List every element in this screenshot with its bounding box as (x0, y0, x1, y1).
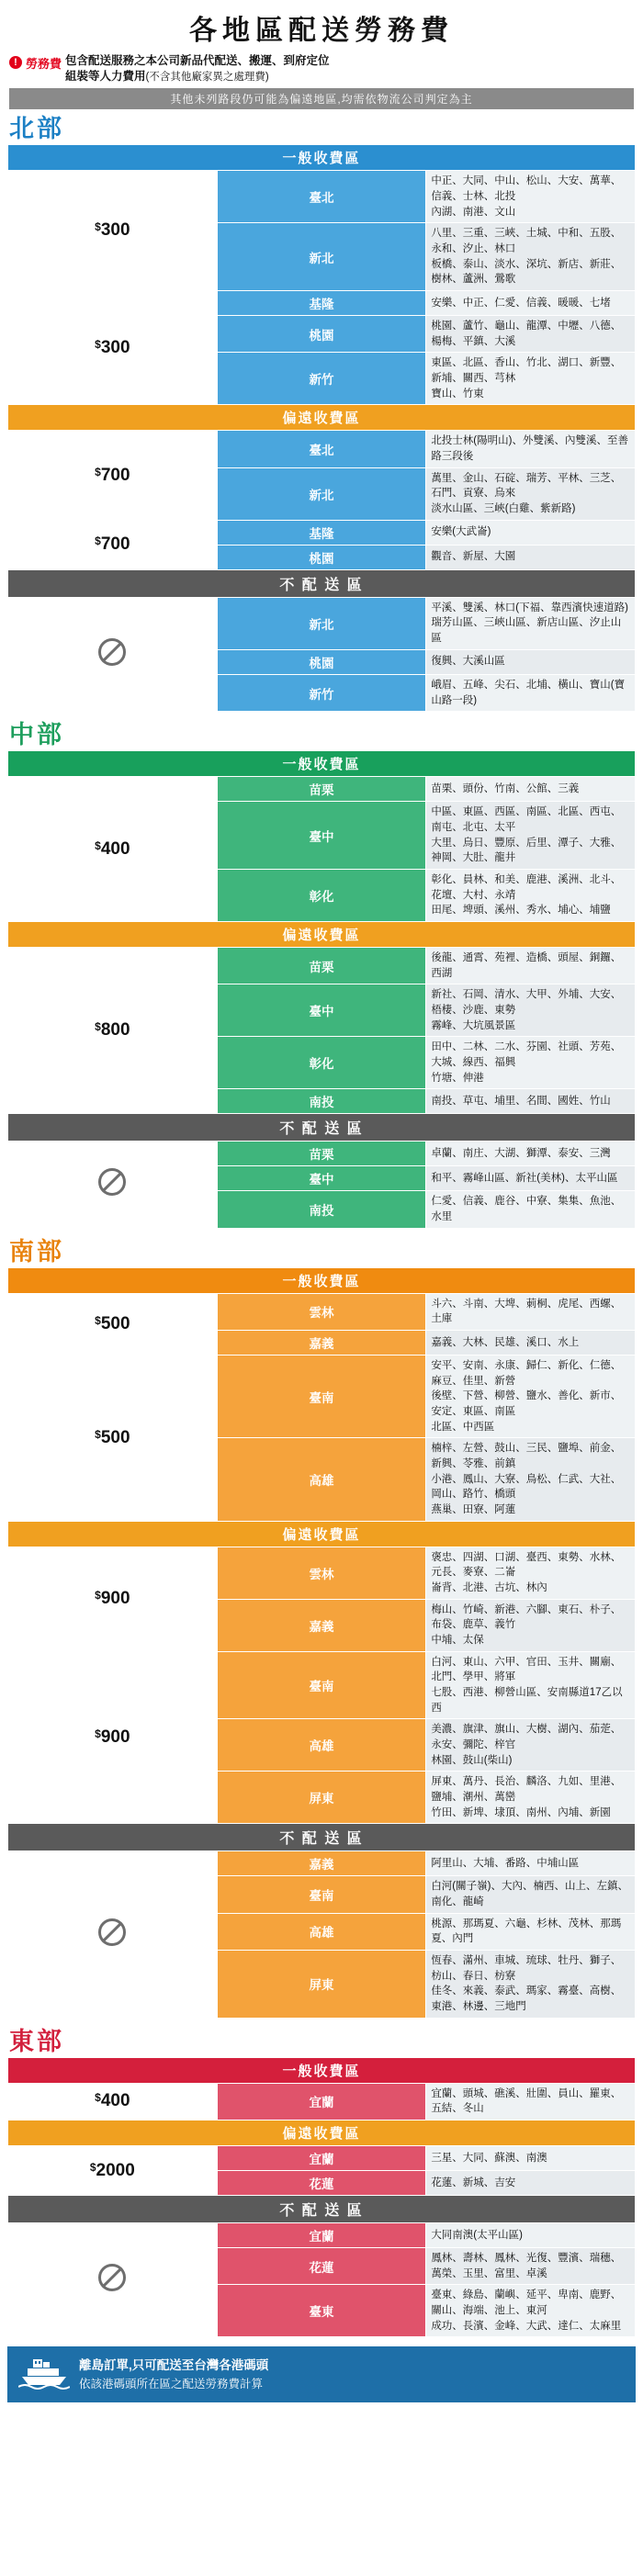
area-cell: 新北 (217, 467, 426, 520)
area-detail: 和平、霧峰山區、新社(美林)、太平山區 (426, 1166, 636, 1191)
footer-line-1: 離島訂單,只可配送至台灣各港碼頭 (79, 2358, 269, 2373)
table-row (8, 520, 636, 545)
region-title-central: 中部 (9, 721, 64, 749)
area-cell: 雲林 (217, 1293, 426, 1330)
area-detail: 安樂(大武崙) (426, 520, 636, 545)
area-cell: 臺南 (217, 1876, 426, 1913)
area-detail: 新社、石岡、清水、大甲、外埔、大安、梧棲、沙鹿、東勢 霧峰、大坑風景區 (426, 984, 636, 1037)
band-remote-central: 偏遠收費區 (8, 921, 636, 947)
area-detail: 三星、大同、蘇澳、南澳 (426, 2146, 636, 2171)
area-cell: 彰化 (217, 1037, 426, 1089)
table-row (8, 2223, 636, 2248)
area-cell: 桃園 (217, 649, 426, 674)
note-line-2-light: (不含其他廠家異之處理費) (145, 71, 269, 83)
note-line-1: 包含配送服務之本公司新品代配送、搬運、到府定位 (65, 54, 330, 67)
region-table-east (7, 2057, 636, 2338)
price-cell: $800 (8, 947, 218, 1113)
region-table-north (7, 144, 636, 712)
area-detail: 梅山、竹崎、新港、六腳、東石、朴子、布袋、鹿草、義竹 中埔、太保 (426, 1599, 636, 1651)
service-fee-description (65, 53, 330, 84)
region-north (7, 115, 636, 712)
service-fee-label: 勞務費 (26, 57, 62, 71)
area-detail: 臺東、綠島、蘭嶼、延平、卑南、鹿野、關山、海端、池上、東河 成功、長濱、金峰、大武、達仁、太麻里 (426, 2285, 636, 2337)
table-row (8, 1355, 636, 1437)
table-row (8, 291, 636, 316)
area-detail: 阿里山、大埔、番路、中埔山區 (426, 1851, 636, 1876)
area-detail: 褒忠、四湖、口湖、臺西、東勢、水林、元長、麥寮、二崙 崙背、北港、古坑、林內 (426, 1547, 636, 1599)
price-cell: $500 (8, 1293, 218, 1355)
exclamation-icon: ! (9, 56, 22, 69)
area-cell: 南投 (217, 1191, 426, 1228)
region-table-central (7, 750, 636, 1228)
area-cell: 桃園 (217, 545, 426, 569)
area-cell: 宜蘭 (217, 2083, 426, 2120)
band-remote-south: 偏遠收費區 (8, 1521, 636, 1547)
area-detail: 花蓮、新城、吉安 (426, 2171, 636, 2196)
area-cell: 花蓮 (217, 2248, 426, 2285)
no-entry-icon (8, 1142, 218, 1228)
table-row (8, 431, 636, 467)
subnote: 其他未列路段仍可能為偏遠地區,均需依物流公司判定為主 (9, 88, 634, 109)
area-cell: 苗栗 (217, 777, 426, 802)
area-cell: 南投 (217, 1089, 426, 1114)
price-cell: $2000 (8, 2146, 218, 2196)
area-cell: 新竹 (217, 353, 426, 405)
table-row (8, 2083, 636, 2120)
band-remote-east: 偏遠收費區 (8, 2120, 636, 2146)
area-cell: 高雄 (217, 1719, 426, 1772)
area-cell: 臺南 (217, 1651, 426, 1719)
area-detail: 安平、安南、永康、歸仁、新化、仁德、麻豆、佳里、新營 後壁、下營、柳營、鹽水、善化、新市、安定、東區、南區 北區、中西區 (426, 1355, 636, 1437)
area-detail: 東區、北區、香山、竹北、湖口、新豐、新埔、關西、芎林 寶山、竹東 (426, 353, 636, 405)
area-detail: 嘉義、大林、民雄、溪口、水上 (426, 1330, 636, 1355)
area-detail: 中區、東區、西區、南區、北區、西屯、南屯、北屯、太平 大里、烏日、豐原、后里、潭子、大雅、神岡、大肚、龍井 (426, 802, 636, 870)
ship-icon (18, 2354, 70, 2395)
service-fee-note (9, 53, 634, 84)
area-cell: 基隆 (217, 520, 426, 545)
band-normal-central: 一般收費區 (8, 751, 636, 777)
no-entry-icon (8, 2223, 218, 2337)
area-detail: 桃園、蘆竹、龜山、龍潭、中壢、八德、楊梅、平鎮、大溪 (426, 316, 636, 353)
area-detail: 八里、三重、三峽、土城、中和、五股、永和、汐止、林口 板橋、泰山、淡水、深坑、新店、新莊、樹林、蘆洲、鶯歌 (426, 223, 636, 291)
area-cell: 彰化 (217, 869, 426, 921)
area-cell: 臺東 (217, 2285, 426, 2337)
table-row (8, 597, 636, 649)
area-detail: 田中、二林、二水、芬園、社頭、芳苑、大城、線西、福興 竹塘、伸港 (426, 1037, 636, 1089)
table-row (8, 171, 636, 223)
area-detail: 觀音、新屋、大園 (426, 545, 636, 569)
area-cell: 高雄 (217, 1438, 426, 1521)
price-cell: $900 (8, 1547, 218, 1651)
area-cell: 桃園 (217, 316, 426, 353)
area-cell: 苗栗 (217, 947, 426, 984)
area-cell: 臺中 (217, 1166, 426, 1191)
no-entry-icon (8, 597, 218, 711)
area-detail: 復興、大溪山區 (426, 649, 636, 674)
area-detail: 仁愛、信義、鹿谷、中寮、集集、魚池、水里 (426, 1191, 636, 1228)
table-row (8, 1142, 636, 1166)
area-detail: 楠梓、左營、鼓山、三民、鹽埠、前金、新興、苓雅、前鎮 小港、鳳山、大寮、鳥松、仁武、大社、岡山、路竹、橋頭 燕巢、田寮、阿蓮 (426, 1438, 636, 1521)
area-detail: 屏東、萬丹、長治、麟洛、九如、里港、鹽埔、潮州、萬巒 竹田、新埤、埭頂、南州、內埔、新園 (426, 1772, 636, 1824)
table-row (8, 1651, 636, 1719)
band-none-north: 不 配 送 區 (8, 569, 636, 597)
area-detail: 中正、大同、中山、松山、大安、萬華、信義、士林、北投 內湖、南港、文山 (426, 171, 636, 223)
area-detail: 白河(關子嶺)、大內、楠西、山上、左鎮、南化、龍崎 (426, 1876, 636, 1913)
area-cell: 新竹 (217, 674, 426, 711)
price-cell: $400 (8, 2083, 218, 2120)
area-detail: 桃源、那瑪夏、六龜、杉林、茂林、那瑪夏、內門 (426, 1913, 636, 1950)
table-row (8, 1547, 636, 1599)
area-cell: 新北 (217, 223, 426, 291)
area-detail: 峨眉、五峰、尖石、北埔、橫山、寶山(寶山路一段) (426, 674, 636, 711)
price-cell: $300 (8, 171, 218, 291)
region-south (7, 1238, 636, 2019)
band-normal-east: 一般收費區 (8, 2057, 636, 2083)
area-cell: 雲林 (217, 1547, 426, 1599)
area-detail: 鳳林、壽林、鳳林、光復、豐濱、瑞穗、萬榮、玉里、富里、卓溪 (426, 2248, 636, 2285)
region-east (7, 2028, 636, 2338)
region-title-south: 南部 (9, 1237, 64, 1266)
band-normal-north: 一般收費區 (8, 145, 636, 171)
footer-line-2: 依該港碼頭所在區之配送勞務費計算 (79, 2377, 264, 2390)
band-none-east: 不 配 送 區 (8, 2196, 636, 2223)
band-none-south: 不 配 送 區 (8, 1824, 636, 1851)
area-cell: 花蓮 (217, 2171, 426, 2196)
area-cell: 臺南 (217, 1355, 426, 1437)
area-cell: 高雄 (217, 1913, 426, 1950)
area-detail: 北投士林(陽明山)、外雙溪、內雙溪、至善路三段後 (426, 431, 636, 467)
area-cell: 宜蘭 (217, 2223, 426, 2248)
area-detail: 白河、東山、六甲、官田、玉井、關廟、北門、學甲、將軍 七股、西港、柳營山區、安南縣道17乙以西 (426, 1651, 636, 1719)
area-cell: 臺北 (217, 431, 426, 467)
page-title: 各地區配送勞務費 (189, 16, 454, 46)
price-cell: $500 (8, 1355, 218, 1521)
area-detail: 宜蘭、頭城、礁溪、壯圍、員山、羅東、五結、冬山 (426, 2083, 636, 2120)
area-cell: 臺北 (217, 171, 426, 223)
price-cell: $900 (8, 1651, 218, 1824)
region-title-north: 北部 (9, 115, 64, 143)
area-detail: 萬里、金山、石碇、瑞芳、平林、三芝、石門、貢寮、烏來 淡水山區、三峽(白雞、紫新路) (426, 467, 636, 520)
area-detail: 美濃、旗津、旗山、大樹、湖內、茄萣、永安、彌陀、梓官 林園、鼓山(柴山) (426, 1719, 636, 1772)
footer-text (79, 2357, 268, 2392)
area-cell: 屏東 (217, 1951, 426, 2019)
area-cell: 宜蘭 (217, 2146, 426, 2171)
table-row (8, 1851, 636, 1876)
price-cell: $700 (8, 520, 218, 569)
band-normal-south: 一般收費區 (8, 1267, 636, 1293)
band-remote-north: 偏遠收費區 (8, 405, 636, 431)
table-row (8, 2146, 636, 2171)
price-cell: $700 (8, 431, 218, 520)
table-row (8, 1293, 636, 1330)
area-detail: 彰化、員林、和美、鹿港、溪洲、北斗、花壇、大村、永靖 田尾、埤頭、溪州、秀水、埔心、埔鹽 (426, 869, 636, 921)
no-entry-icon (8, 1851, 218, 2018)
area-cell: 臺中 (217, 802, 426, 870)
area-detail: 南投、草屯、埔里、名間、國姓、竹山 (426, 1089, 636, 1114)
table-row (8, 777, 636, 802)
area-detail: 大同南澳(太平山區) (426, 2223, 636, 2248)
area-detail: 卓蘭、南庄、大湖、獅潭、泰安、三灣 (426, 1142, 636, 1166)
regions-container (0, 115, 643, 2337)
area-detail: 後龍、通霄、苑裡、造橋、頭屋、銅鑼、西湖 (426, 947, 636, 984)
price-cell: $300 (8, 291, 218, 405)
price-cell: $400 (8, 777, 218, 922)
band-none-central: 不 配 送 區 (8, 1114, 636, 1142)
area-detail: 恆春、滿州、車城、琉球、牡丹、獅子、枋山、春日、枋寮 佳冬、來義、泰武、瑪家、霧臺、高樹、東港、林邊、三地門 (426, 1951, 636, 2019)
region-central (7, 721, 636, 1228)
note-line-2: 組裝等人力費用 (65, 69, 146, 83)
area-detail: 平溪、雙溪、林口(下福、靠西濱快速道路) 瑞芳山區、三峽山區、新店山區、汐止山區 (426, 597, 636, 649)
area-detail: 安樂、中正、仁愛、信義、暖暖、七堵 (426, 291, 636, 316)
table-row (8, 947, 636, 984)
area-cell: 苗栗 (217, 1142, 426, 1166)
area-cell: 臺中 (217, 984, 426, 1037)
island-order-footer (7, 2346, 636, 2402)
area-detail: 斗六、斗南、大埤、莿桐、虎尾、西螺、土庫 (426, 1293, 636, 1330)
area-cell: 嘉義 (217, 1851, 426, 1876)
area-cell: 屏東 (217, 1772, 426, 1824)
note-line-2-wrap (65, 69, 330, 85)
area-cell: 嘉義 (217, 1599, 426, 1651)
area-detail: 苗栗、頭份、竹南、公館、三義 (426, 777, 636, 802)
region-table-south (7, 1267, 636, 2019)
area-cell: 嘉義 (217, 1330, 426, 1355)
area-cell: 基隆 (217, 291, 426, 316)
area-cell: 新北 (217, 597, 426, 649)
region-title-east: 東部 (9, 2027, 64, 2055)
